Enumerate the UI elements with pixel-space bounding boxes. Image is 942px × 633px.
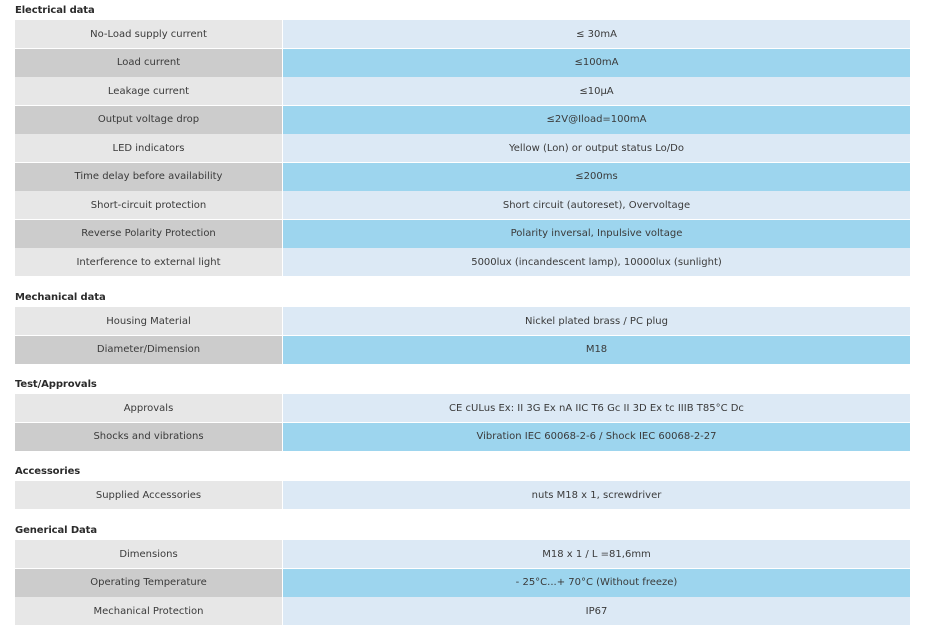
section-title: Accessories [15, 466, 81, 477]
row-value: nuts M18 x 1, screwdriver [283, 481, 910, 509]
table-row [15, 191, 910, 219]
row-value: Yellow (Lon) or output status Lo/Do [283, 134, 910, 162]
row-value: M18 x 1 / L =81,6mm [283, 540, 910, 568]
row-value: ≤ 30mA [283, 20, 910, 48]
row-value: - 25°C...+ 70°C (Without freeze) [283, 569, 910, 597]
row-label: Shocks and vibrations [15, 423, 283, 451]
table-row [15, 540, 910, 568]
row-value: Vibration IEC 60068-2-6 / Shock IEC 60068-2-27 [283, 423, 910, 451]
row-label: Dimensions [15, 540, 283, 568]
row-label: Reverse Polarity Protection [15, 220, 283, 248]
table-row [15, 163, 910, 191]
table-row [15, 307, 910, 335]
row-label: Short-circuit protection [15, 191, 283, 219]
table-row [15, 569, 910, 597]
section-electrical [15, 4, 910, 277]
section-accessories [15, 465, 910, 510]
row-value: IP67 [283, 597, 910, 625]
table-row [15, 49, 910, 77]
row-label: Load current [15, 49, 283, 77]
row-label: Supplied Accessories [15, 481, 283, 509]
row-value: CE cULus Ex: II 3G Ex nA IIC T6 Gc II 3D Ex tc IIIB T85°C Dc [283, 394, 910, 422]
section-title: Generical Data [15, 525, 98, 536]
row-label: Time delay before availability [15, 163, 283, 191]
table-row [15, 394, 910, 422]
row-value: ≤100mA [283, 49, 910, 77]
section-title: Mechanical data [15, 292, 106, 303]
row-label: Output voltage drop [15, 106, 283, 134]
row-label: Mechanical Protection [15, 597, 283, 625]
row-label: LED indicators [15, 134, 283, 162]
table-row [15, 423, 910, 451]
row-value: 5000lux (incandescent lamp), 10000lux (sunlight) [283, 248, 910, 276]
row-label: Diameter/Dimension [15, 336, 283, 364]
row-value: ≤2V@Iload=100mA [283, 106, 910, 134]
table-row [15, 77, 910, 105]
table-row [15, 134, 910, 162]
table-row [15, 481, 910, 509]
row-value: ≤200ms [283, 163, 910, 191]
row-value: M18 [283, 336, 910, 364]
section-title: Electrical data [15, 5, 95, 16]
row-label: Interference to external light [15, 248, 283, 276]
section-general [15, 524, 910, 626]
row-label: Approvals [15, 394, 283, 422]
row-label: No-Load supply current [15, 20, 283, 48]
section-title: Test/Approvals [15, 379, 97, 390]
row-value: Nickel plated brass / PC plug [283, 307, 910, 335]
row-value: Short circuit (autoreset), Overvoltage [283, 191, 910, 219]
section-mechanical [15, 291, 910, 364]
row-value: Polarity inversal, Inpulsive voltage [283, 220, 910, 248]
row-label: Housing Material [15, 307, 283, 335]
table-row [15, 20, 910, 48]
row-label: Leakage current [15, 77, 283, 105]
table-row [15, 106, 910, 134]
row-label: Operating Temperature [15, 569, 283, 597]
table-row [15, 220, 910, 248]
row-value: ≤10μA [283, 77, 910, 105]
section-approvals [15, 378, 910, 451]
table-row [15, 248, 910, 276]
table-row [15, 597, 910, 625]
table-row [15, 336, 910, 364]
